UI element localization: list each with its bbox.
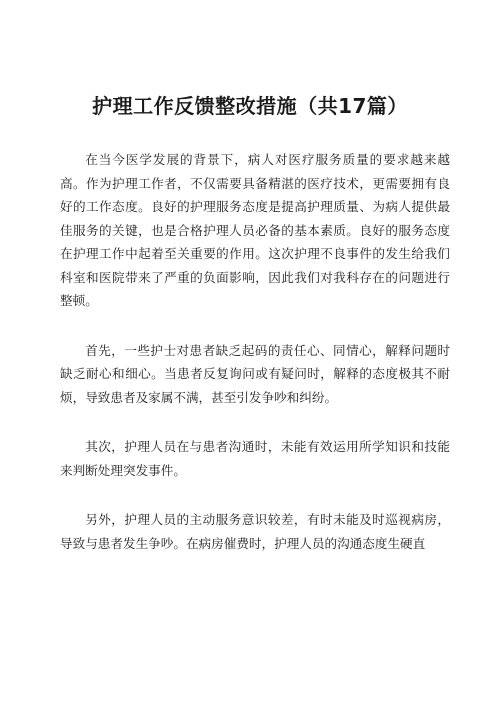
paragraph-intro: 在当今医学发展的背景下，病人对医疗服务质量的要求越来越高。作为护理工作者，不仅需要具备精湛的医疗技术，更需要拥有良好的工作态度。良好的护理服务态度是提高护理质量、为病人提供最佳服务的关键，也是合格护理人员必备的基本素质。良好的服务态度在护理工作中起着至关重要的作用。这次护理不良事件的发生给我们科室和医院带来了严重的负面影响，因此我们对我科存在的问题进行整顿。: [60, 152, 450, 308]
paragraph-additional-issue: 另外，护理人员的主动服务意识较差，有时未能及时巡视病房，导致与患者发生争吵。在病房催费时，护理人员的沟通态度生硬直: [60, 512, 450, 551]
document-body: [60, 148, 450, 581]
paragraph-first-issue: 首先，一些护士对患者缺乏起码的责任心、同情心，解释问题时缺乏耐心和细心。当患者反复询问或有疑问时，解释的态度极其不耐烦，导致患者及家属不满，甚至引发争吵和纠纷。: [60, 342, 450, 405]
paragraph-second-issue: 其次，护理人员在与患者沟通时，未能有效运用所学知识和技能来判断处理突发事件。: [60, 439, 450, 478]
document-title: 护理工作反馈整改措施（共17篇）: [92, 94, 408, 118]
